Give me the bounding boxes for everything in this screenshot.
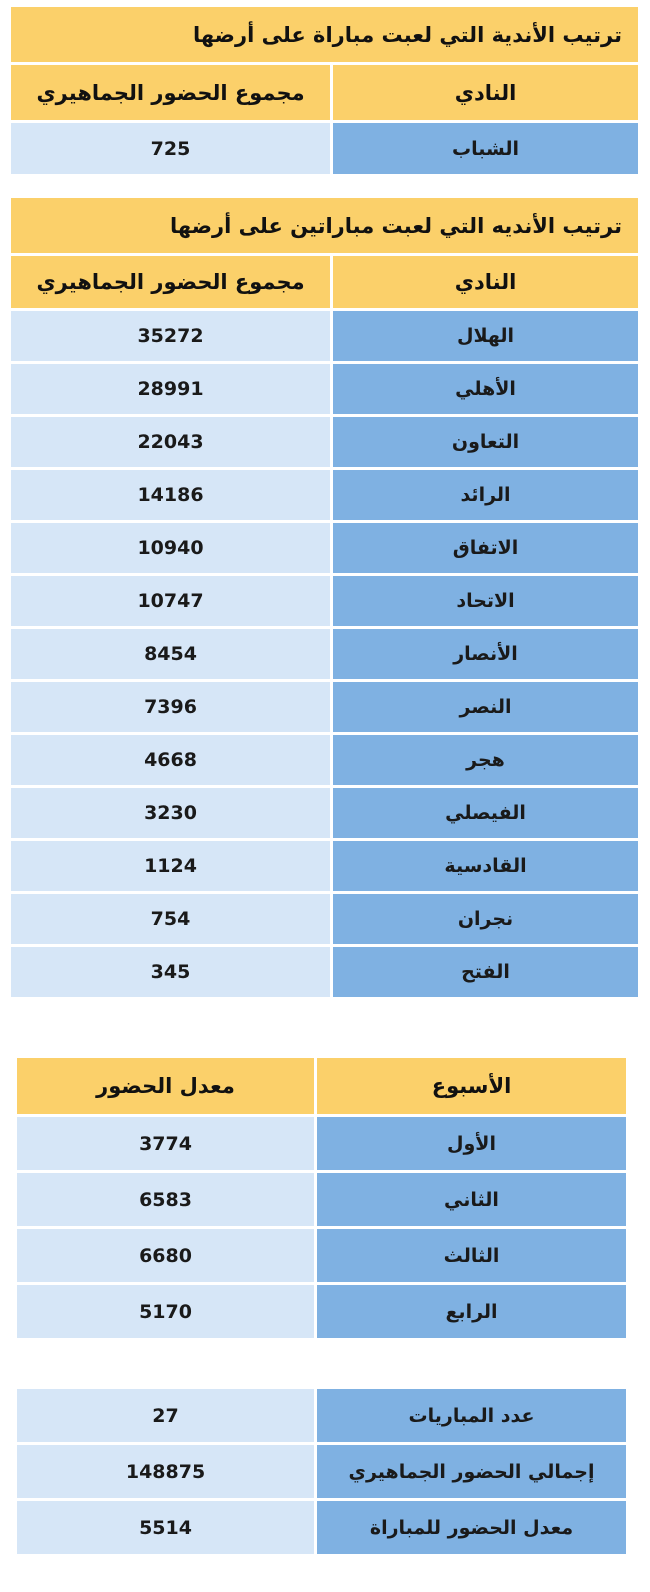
column-header-average-attendance: معدل الحضور: [17, 1058, 314, 1114]
club-name: النصر: [330, 682, 638, 732]
table-row: [11, 467, 638, 520]
summary-table: [17, 1386, 626, 1554]
club-name: الأهلي: [330, 364, 638, 414]
table-row: [17, 1170, 626, 1226]
summary-value: 27: [17, 1389, 314, 1442]
table-row: [11, 414, 638, 467]
attendance-value: 22043: [11, 417, 330, 467]
club-name: الاتحاد: [330, 576, 638, 626]
table-two-matches: [11, 198, 638, 997]
summary-label: معدل الحضور للمباراة: [314, 1501, 626, 1554]
table-row: [11, 944, 638, 997]
table-row: [17, 1226, 626, 1282]
week-name: الثالث: [314, 1229, 626, 1282]
attendance-value: 3230: [11, 788, 330, 838]
table-three-header: [17, 1058, 626, 1114]
table-row: [11, 732, 638, 785]
table-row: [17, 1442, 626, 1498]
table-two-title: ترتيب الأنديه التي لعبت مباراتين على أرضها: [11, 198, 638, 253]
attendance-value: 10747: [11, 576, 330, 626]
club-name: التعاون: [330, 417, 638, 467]
attendance-value: 35272: [11, 311, 330, 361]
column-header-total-attendance: مجموع الحضور الجماهيري: [11, 65, 330, 120]
club-name: الفتح: [330, 947, 638, 997]
table-one-header: [11, 62, 638, 120]
club-name: القادسية: [330, 841, 638, 891]
table-row: [17, 1386, 626, 1442]
table-weekly-average: [17, 1058, 626, 1338]
club-name: هجر: [330, 735, 638, 785]
table-row: [11, 520, 638, 573]
club-name: نجران: [330, 894, 638, 944]
summary-value: 5514: [17, 1501, 314, 1554]
summary-label: إجمالي الحضور الجماهيري: [314, 1445, 626, 1498]
club-name: الأنصار: [330, 629, 638, 679]
week-name: الأول: [314, 1117, 626, 1170]
week-name: الثاني: [314, 1173, 626, 1226]
table-row: [11, 120, 638, 174]
column-header-club: النادي: [330, 256, 638, 308]
table-one-match: [11, 7, 638, 174]
average-attendance-value: 6583: [17, 1173, 314, 1226]
average-attendance-value: 6680: [17, 1229, 314, 1282]
table-row: [11, 361, 638, 414]
table-row: [11, 785, 638, 838]
average-attendance-value: 5170: [17, 1285, 314, 1338]
column-header-total-attendance: مجموع الحضور الجماهيري: [11, 256, 330, 308]
table-row: [11, 838, 638, 891]
club-name: الشباب: [330, 123, 638, 174]
table-one-title: ترتيب الأندية التي لعبت مباراة على أرضها: [11, 7, 638, 62]
summary-value: 148875: [17, 1445, 314, 1498]
table-row: [17, 1114, 626, 1170]
table-row: [11, 573, 638, 626]
attendance-value: 345: [11, 947, 330, 997]
club-name: الاتفاق: [330, 523, 638, 573]
club-name: الهلال: [330, 311, 638, 361]
table-two-header: [11, 253, 638, 308]
attendance-value: 14186: [11, 470, 330, 520]
table-row: [11, 626, 638, 679]
table-row: [11, 308, 638, 361]
attendance-value: 28991: [11, 364, 330, 414]
attendance-value: 4668: [11, 735, 330, 785]
attendance-value: 10940: [11, 523, 330, 573]
attendance-value: 1124: [11, 841, 330, 891]
average-attendance-value: 3774: [17, 1117, 314, 1170]
summary-label: عدد المباريات: [314, 1389, 626, 1442]
table-row: [17, 1282, 626, 1338]
club-name: الرائد: [330, 470, 638, 520]
table-row: [17, 1498, 626, 1554]
club-name: الفيصلي: [330, 788, 638, 838]
attendance-value: 725: [11, 123, 330, 174]
table-row: [11, 679, 638, 732]
attendance-value: 754: [11, 894, 330, 944]
table-row: [11, 891, 638, 944]
attendance-value: 8454: [11, 629, 330, 679]
column-header-club: النادي: [330, 65, 638, 120]
week-name: الرابع: [314, 1285, 626, 1338]
column-header-week: الأسبوع: [314, 1058, 626, 1114]
attendance-value: 7396: [11, 682, 330, 732]
